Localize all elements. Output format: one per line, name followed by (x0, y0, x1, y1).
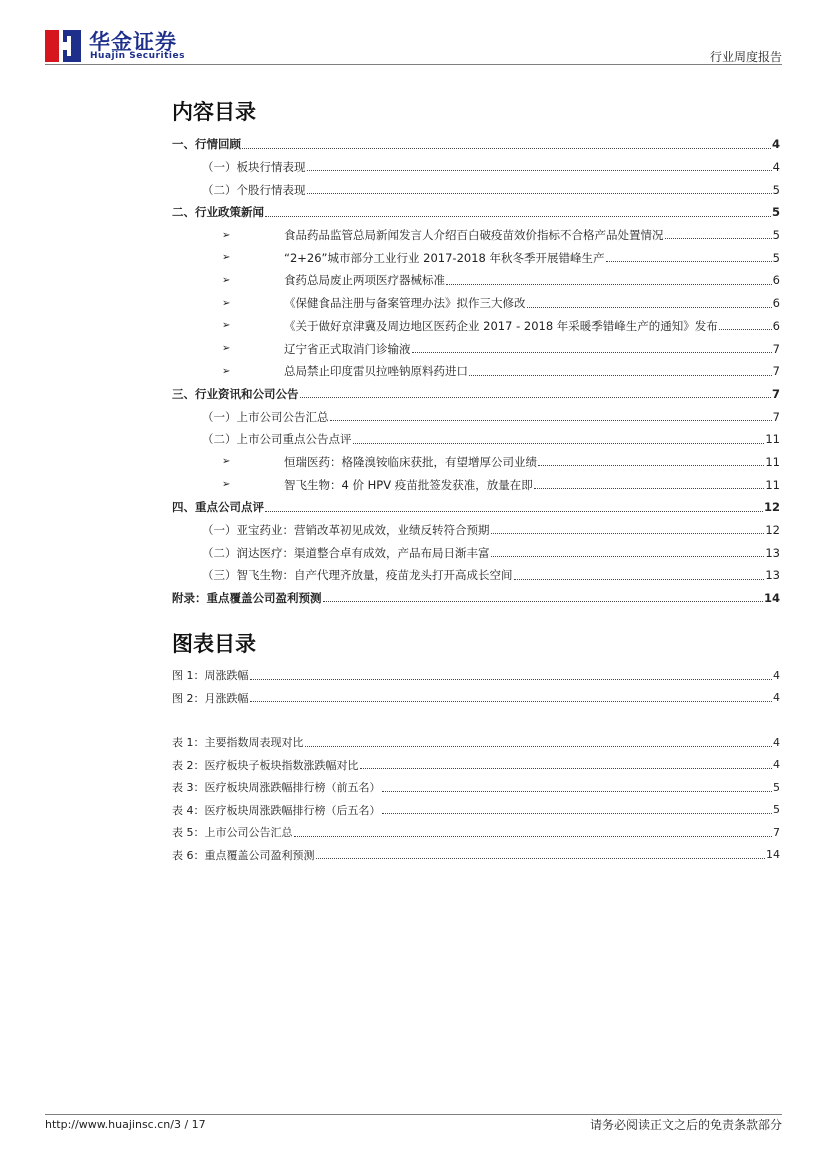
toc-page-number: 7 (772, 409, 780, 424)
toc-entry-text: （三）智飞生物：自产代理齐放量，疫苗龙头打开高成长空间 (202, 568, 513, 583)
dot-leader (265, 510, 763, 512)
toc-page-number: 5 (771, 205, 780, 220)
toc-entry-text: 图 2：月涨跌幅 (172, 691, 249, 705)
toc-page-number: 13 (765, 568, 780, 583)
toc-entry[interactable] (172, 451, 780, 474)
huajin-logo-icon (45, 30, 81, 62)
toc-entry-text: （二）上市公司重点公告点评 (202, 432, 352, 447)
toc-entry[interactable] (172, 687, 780, 710)
toc-page-number: 4 (772, 160, 780, 175)
toc-entry-text: 恒瑞医药：格隆溴铵临床获批，有望增厚公司业绩 (284, 454, 537, 469)
toc-entry-text: 表 4：医疗板块周涨跌幅排行榜（后五名） (172, 803, 381, 817)
toc-entry[interactable] (172, 664, 780, 687)
page-header (45, 28, 782, 64)
toc-entry-text: 食品药品监管总局新闻发言人介绍百白破疫苗效价指标不合格产品处置情况 (284, 228, 664, 243)
arrow-bullet-icon: ➢ (222, 320, 231, 332)
dot-leader (360, 767, 773, 769)
toc-page-number: 6 (772, 273, 780, 288)
arrow-bullet-icon: ➢ (222, 229, 231, 241)
dot-leader (491, 555, 765, 557)
toc-entry-text: 食药总局废止两项医疗器械标准 (284, 273, 445, 288)
toc-page-number: 4 (773, 691, 780, 705)
footer-url-page[interactable]: http://www.huajinsc.cn/3 / 17 (45, 1118, 206, 1131)
toc-entry-text: 一、行情回顾 (172, 137, 241, 152)
arrow-bullet-icon: ➢ (222, 343, 231, 355)
toc-page-number: 14 (766, 848, 780, 862)
toc-entry[interactable] (172, 201, 780, 224)
toc-entry-text: 《保健食品注册与备案管理办法》拟作三大修改 (284, 296, 526, 311)
toc-entry[interactable] (172, 731, 780, 754)
toc-entry[interactable] (172, 133, 780, 156)
toc-entry-text: 二、行业政策新闻 (172, 205, 264, 220)
toc-entry-text: 图 1：周涨跌幅 (172, 669, 249, 683)
toc-entry[interactable] (172, 383, 780, 406)
toc-entry[interactable] (172, 315, 780, 338)
toc-entry[interactable] (172, 178, 780, 201)
dot-leader (491, 532, 765, 534)
toc-entry-text: “2+26”城市部分工业行业 2017-2018 年秋冬季开展错峰生产 (284, 250, 605, 265)
toc-page-number: 5 (772, 250, 780, 265)
toc-page-number: 4 (773, 758, 780, 772)
toc-entry-text: （一）亚宝药业：营销改革初见成效，业绩反转符合预期 (202, 523, 490, 538)
toc-page-number: 14 (763, 591, 780, 606)
toc-entry-text: 四、重点公司点评 (172, 500, 264, 515)
toc-page-number: 11 (765, 477, 780, 492)
toc-page-number: 5 (773, 803, 780, 817)
toc-page-number: 7 (772, 341, 780, 356)
dot-leader (446, 283, 772, 285)
arrow-bullet-icon: ➢ (222, 252, 231, 264)
toc-page-number: 6 (772, 296, 780, 311)
toc-page-number: 5 (772, 228, 780, 243)
toc-entry-text: 智飞生物：4 价 HPV 疫苗批签发获准，放量在即 (284, 477, 533, 492)
dot-leader (469, 374, 772, 376)
dot-leader (242, 147, 771, 149)
toc-entry[interactable] (172, 776, 780, 799)
toc-entry[interactable] (172, 496, 780, 519)
dot-leader (323, 600, 763, 602)
toc-entry-text: 表 5：上市公司公告汇总 (172, 826, 293, 840)
toc-entry[interactable] (172, 564, 780, 587)
toc-page-number: 11 (765, 454, 780, 469)
toc-entry-text: 三、行业资讯和公司公告 (172, 386, 299, 401)
dot-leader (300, 396, 771, 398)
dot-leader (527, 306, 772, 308)
dot-leader (412, 351, 772, 353)
dot-leader (316, 857, 766, 859)
dot-leader (250, 700, 773, 702)
footer-divider (45, 1114, 782, 1115)
toc-entry[interactable] (172, 844, 780, 867)
report-type-label: 行业周度报告 (709, 50, 782, 64)
company-logo (45, 28, 225, 64)
toc-entry[interactable] (172, 337, 780, 360)
table-index (172, 731, 780, 866)
toc-entry-text: 辽宁省正式取消门诊输液 (284, 341, 411, 356)
toc-page-number: 4 (771, 137, 780, 152)
toc-entry-text: （二）润达医疗：渠道整合卓有成效，产品布局日渐丰富 (202, 545, 490, 560)
dot-leader (265, 215, 771, 217)
toc-entry[interactable] (172, 519, 780, 542)
toc-entry[interactable] (172, 754, 780, 777)
arrow-bullet-icon: ➢ (222, 297, 231, 309)
figures-title: 图表目录 (172, 632, 256, 656)
dot-leader (353, 442, 765, 444)
toc-entry-text: 总局禁止印度雷贝拉唑钠原料药进口 (284, 364, 468, 379)
dot-leader (294, 835, 773, 837)
dot-leader (665, 237, 772, 239)
footer-disclaimer: 请务必阅读正文之后的免责条款部分 (589, 1118, 782, 1132)
logo-english-name: Huajin Securities (90, 51, 185, 61)
dot-leader (514, 578, 765, 580)
dot-leader (305, 745, 773, 747)
arrow-bullet-icon: ➢ (222, 365, 231, 377)
toc-entry-text: （一）板块行情表现 (202, 160, 306, 175)
toc-entry-text: 附录：重点覆盖公司盈利预测 (172, 591, 322, 606)
toc-entry[interactable] (172, 360, 780, 383)
contents-title: 内容目录 (172, 100, 256, 124)
toc-entry[interactable] (172, 224, 780, 247)
toc-page-number: 12 (763, 500, 780, 515)
dot-leader (538, 464, 764, 466)
toc-entry[interactable] (172, 473, 780, 496)
toc-entry[interactable] (172, 269, 780, 292)
toc-entry-text: （一）上市公司公告汇总 (202, 409, 329, 424)
dot-leader (382, 790, 773, 792)
chart-index (172, 664, 780, 709)
toc-entry[interactable] (172, 292, 780, 315)
header-divider (45, 64, 782, 65)
toc-entry-text: 表 2：医疗板块子板块指数涨跌幅对比 (172, 758, 359, 772)
toc-entry-text: 《关于做好京津冀及周边地区医药企业 2017 - 2018 年采暖季错峰生产的通知》发布 (284, 318, 718, 333)
toc-entry-text: 表 3：医疗板块周涨跌幅排行榜（前五名） (172, 781, 381, 795)
arrow-bullet-icon: ➢ (222, 479, 231, 491)
toc-entry[interactable] (172, 246, 780, 269)
toc-page-number: 4 (773, 735, 780, 749)
toc-page-number: 11 (765, 432, 780, 447)
dot-leader (719, 328, 772, 330)
dot-leader (330, 419, 772, 421)
toc-entry[interactable] (172, 541, 780, 564)
dot-leader (606, 260, 772, 262)
toc-entry[interactable] (172, 156, 780, 179)
toc-entry[interactable] (172, 428, 780, 451)
dot-leader (307, 192, 772, 194)
toc-page-number: 5 (772, 182, 780, 197)
dot-leader (382, 812, 773, 814)
toc-page-number: 6 (772, 318, 780, 333)
toc-page-number: 13 (765, 545, 780, 560)
dot-leader (307, 169, 772, 171)
toc-page-number: 7 (773, 825, 780, 839)
toc-page-number: 7 (771, 386, 780, 401)
table-of-contents (172, 133, 780, 609)
logo-chinese-name: 华金证券 (89, 30, 177, 54)
toc-entry-text: 表 1：主要指数周表现对比 (172, 736, 304, 750)
dot-leader (250, 678, 773, 680)
toc-page-number: 4 (773, 668, 780, 682)
toc-page-number: 7 (772, 364, 780, 379)
toc-entry-text: 表 6：重点覆盖公司盈利预测 (172, 848, 315, 862)
toc-page-number: 12 (765, 523, 780, 538)
toc-entry-text: （二）个股行情表现 (202, 182, 306, 197)
toc-entry[interactable] (172, 587, 780, 610)
toc-entry[interactable] (172, 821, 780, 844)
dot-leader (534, 487, 765, 489)
arrow-bullet-icon: ➢ (222, 274, 231, 286)
toc-page-number: 5 (773, 780, 780, 794)
toc-entry[interactable] (172, 799, 780, 822)
toc-entry[interactable] (172, 405, 780, 428)
arrow-bullet-icon: ➢ (222, 456, 231, 468)
